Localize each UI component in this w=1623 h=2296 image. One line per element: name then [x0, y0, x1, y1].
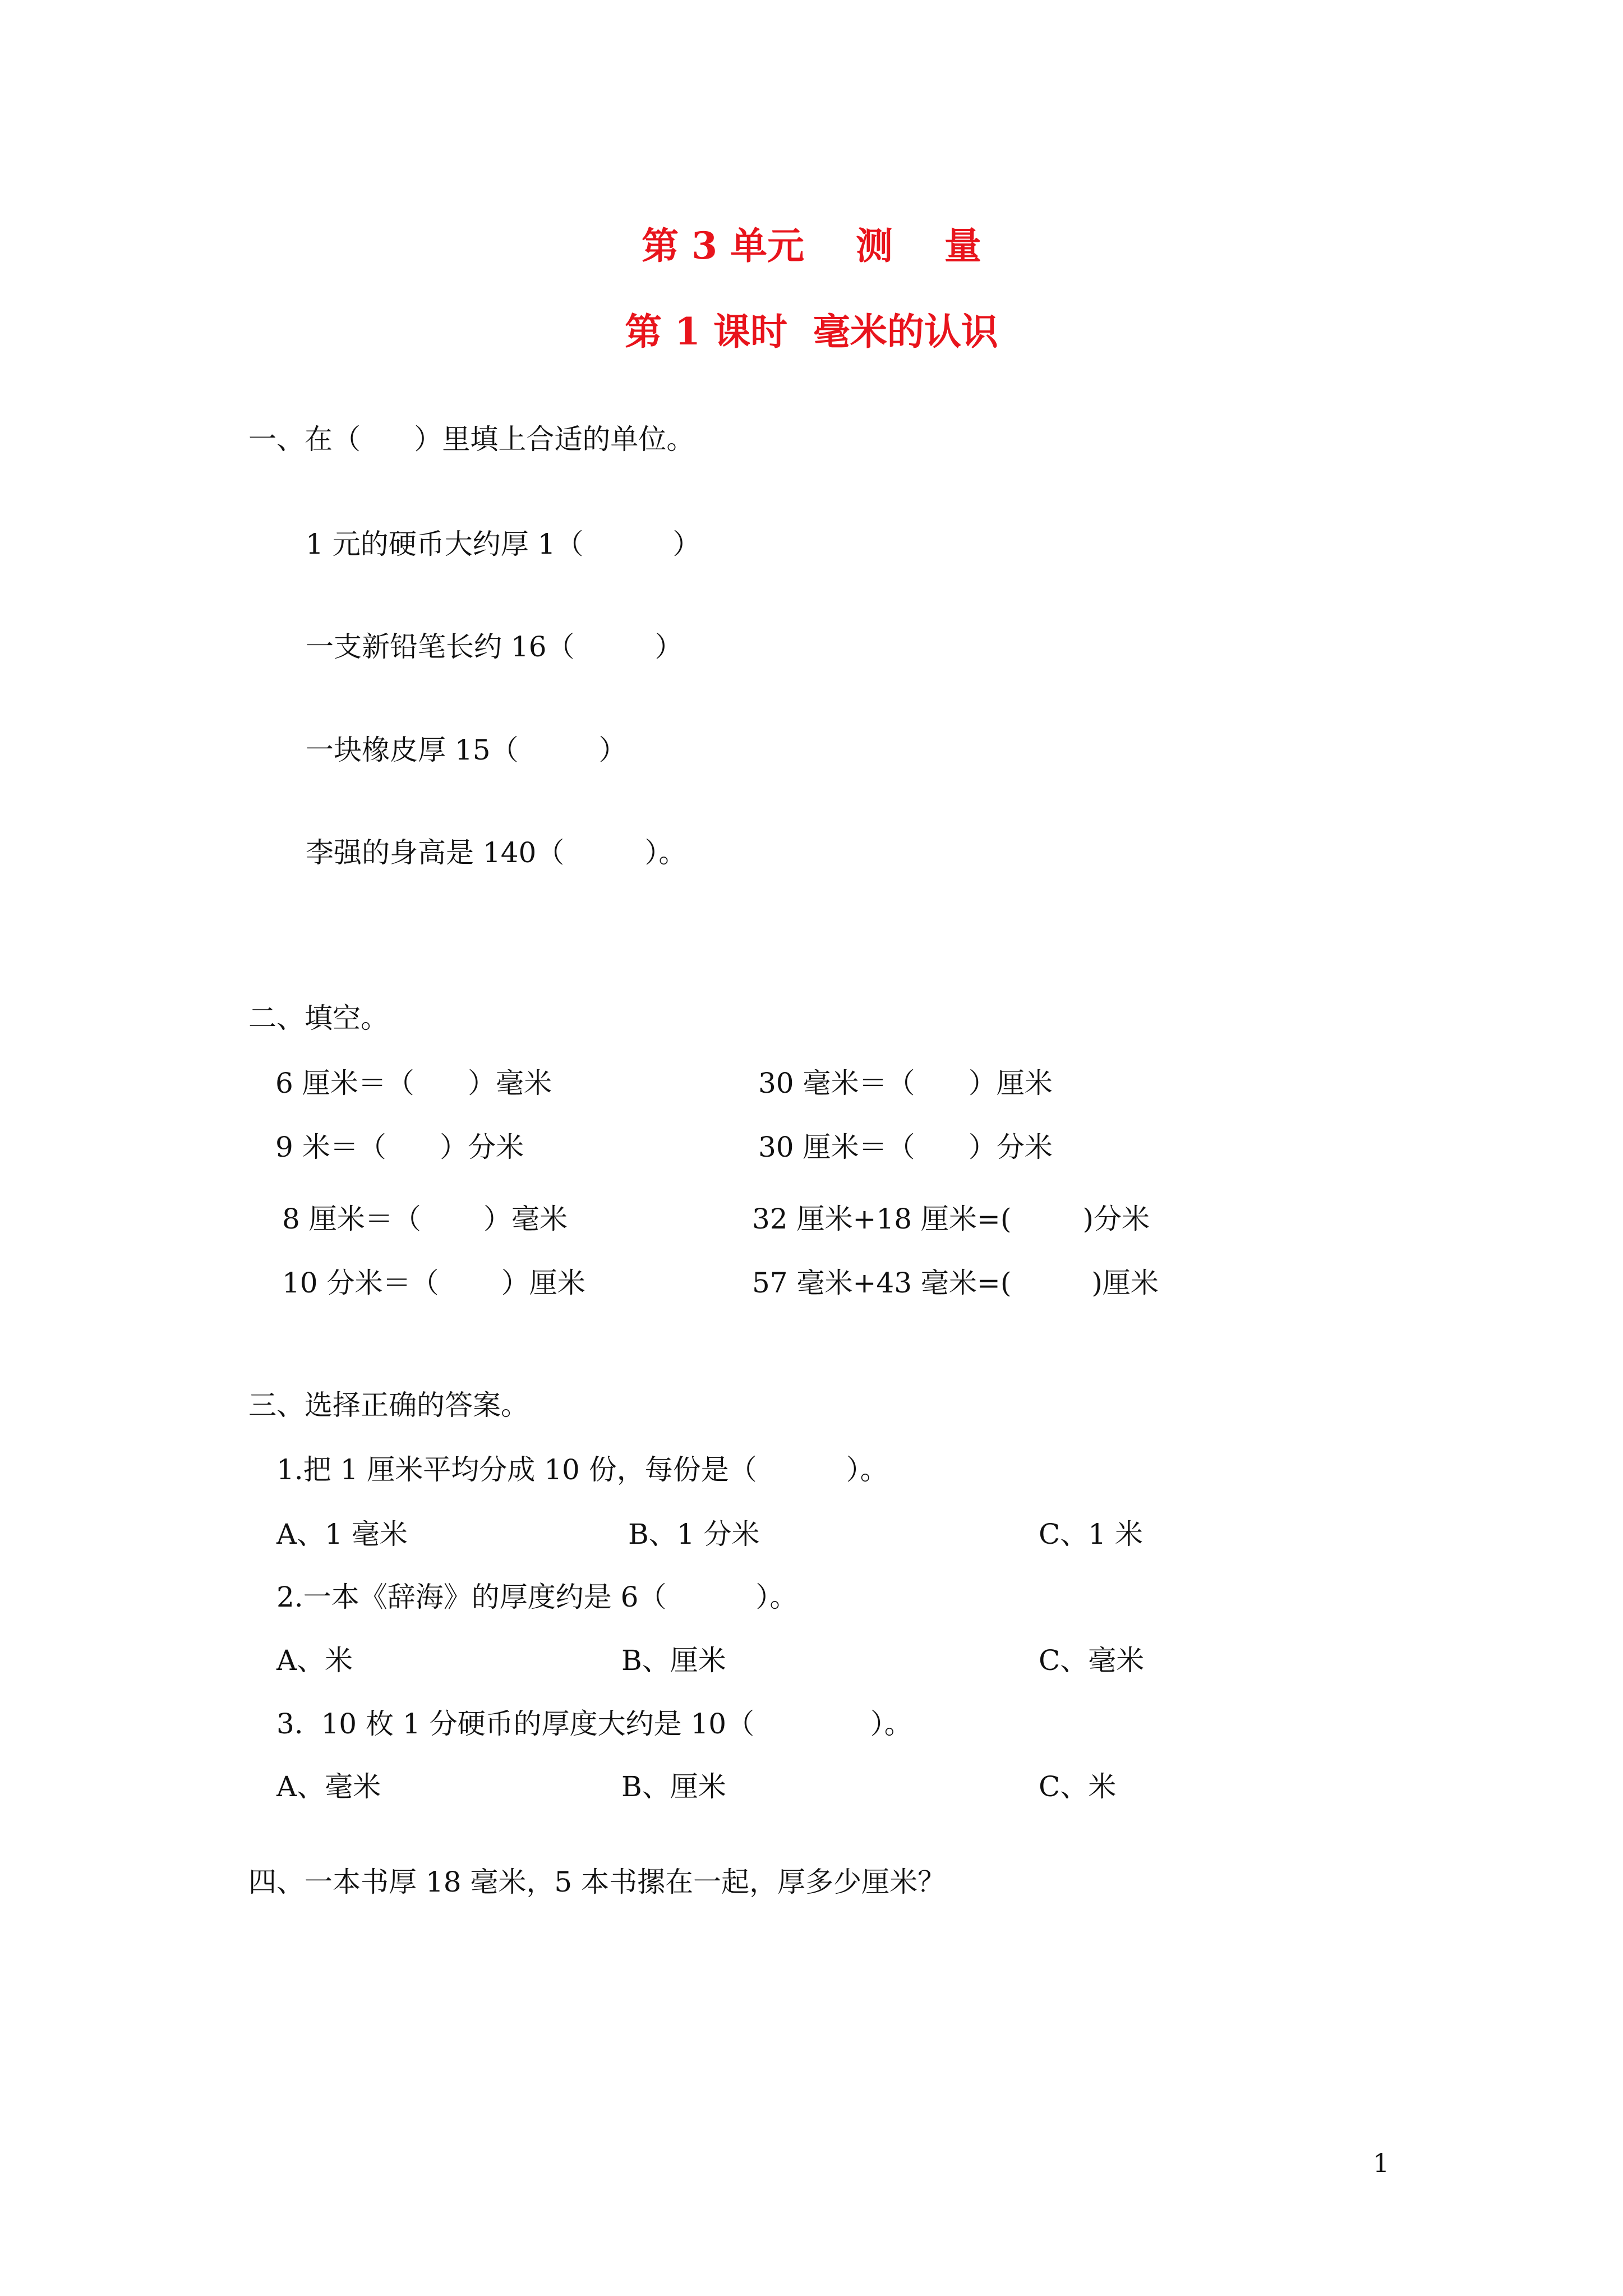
fill-blank-left: 8 厘米＝（ ）毫米 — [282, 1203, 568, 1235]
choice-option-a: A、米 — [276, 1644, 353, 1677]
fill-blank-left: 10 分米＝（ ）厘米 — [282, 1267, 585, 1299]
choice-option-b: B、厘米 — [621, 1644, 726, 1677]
section3-heading: 三、选择正确的答案。 — [248, 1389, 529, 1421]
unit-title: 第 3 单元 测 量 — [642, 224, 981, 268]
section1-item: 李强的身高是 140（ ）。 — [306, 836, 687, 869]
choice-question: 1.把 1 厘米平均分成 10 份，每份是（ ）。 — [276, 1453, 888, 1486]
choice-option-c: C、米 — [1039, 1770, 1117, 1803]
fill-blank-left: 6 厘米＝（ ）毫米 — [275, 1067, 552, 1099]
section1-item: 一块橡皮厚 15（ ） — [306, 734, 627, 766]
choice-option-b: B、厘米 — [621, 1770, 726, 1803]
page-number: 1 — [1373, 2148, 1390, 2178]
fill-blank-left: 9 米＝（ ）分米 — [275, 1131, 524, 1163]
lesson-title: 第 1 课时 毫米的认识 — [625, 310, 998, 353]
section4-word-problem: 四、一本书厚 18 毫米，5 本书摞在一起，厚多少厘米？ — [248, 1866, 946, 1898]
fill-blank-right: 30 毫米＝（ ）厘米 — [758, 1067, 1053, 1099]
section1-item: 1 元的硬币大约厚 1（ ） — [306, 528, 701, 560]
fill-blank-right: 30 厘米＝（ ）分米 — [758, 1131, 1053, 1163]
choice-option-c: C、1 米 — [1039, 1518, 1143, 1550]
choice-option-a: A、1 毫米 — [276, 1518, 408, 1550]
fill-blank-right: 32 厘米+18 厘米=( )分米 — [752, 1203, 1150, 1235]
section1-heading: 一、在（ ）里填上合适的单位。 — [248, 423, 695, 455]
choice-question: 2.一本《辞海》的厚度约是 6（ ）。 — [276, 1581, 798, 1613]
fill-blank-right: 57 毫米+43 毫米=( )厘米 — [752, 1267, 1159, 1299]
section2-heading: 二、填空。 — [248, 1002, 389, 1034]
section1-item: 一支新铅笔长约 16（ ） — [306, 631, 683, 663]
choice-option-c: C、毫米 — [1039, 1644, 1145, 1677]
choice-option-a: A、毫米 — [276, 1770, 381, 1803]
choice-question: 3. 10 枚 1 分硬币的厚度大约是 10（ ）。 — [276, 1708, 912, 1740]
choice-option-b: B、1 分米 — [628, 1518, 760, 1550]
